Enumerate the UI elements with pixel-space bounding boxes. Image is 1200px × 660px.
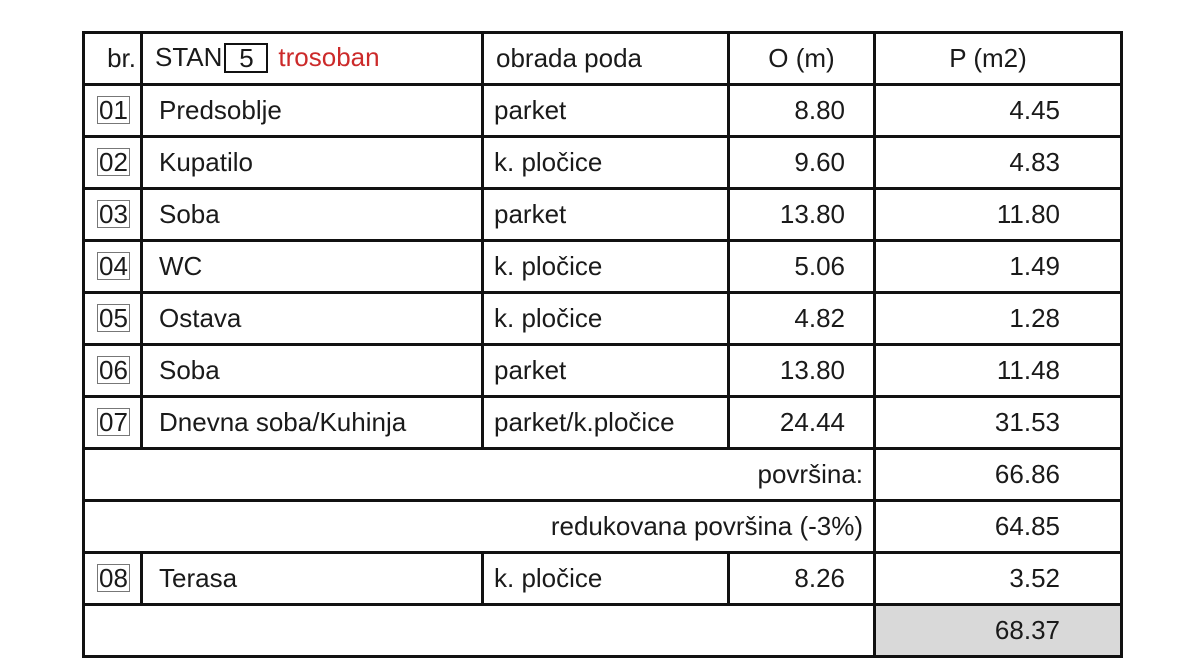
reduced-area-label: redukovana površina (-3%) [84,501,875,553]
room-number-box: 03 [99,199,128,229]
room-floor: k. pločice [483,293,729,345]
room-number [84,189,142,241]
column-header-area: P (m2) [875,33,1122,85]
table-row [84,241,1122,293]
room-name: Ostava [142,293,483,345]
area-summary-row [84,449,1122,501]
room-number-box: 06 [99,355,128,385]
table-header-row [84,33,1122,85]
reduced-area-row [84,501,1122,553]
room-perimeter: 13.80 [729,345,875,397]
apartment-heading [142,33,483,85]
room-number [84,553,142,605]
room-perimeter: 24.44 [729,397,875,449]
room-area: 1.28 [875,293,1122,345]
room-area: 1.49 [875,241,1122,293]
total-label-cell [84,605,875,657]
apartment-number-box: 5 [224,43,268,73]
room-name: Dnevna soba/Kuhinja [142,397,483,449]
room-name: Predsoblje [142,85,483,137]
room-number-box: 05 [99,303,128,333]
room-floor: parket [483,189,729,241]
room-number [84,137,142,189]
room-name: WC [142,241,483,293]
room-area: 31.53 [875,397,1122,449]
room-floor: k. pločice [483,553,729,605]
room-number-box: 02 [99,147,128,177]
rooms-table [82,31,1123,658]
room-name: Soba [142,345,483,397]
column-header-perimeter: O (m) [729,33,875,85]
table-row [84,397,1122,449]
room-perimeter: 13.80 [729,189,875,241]
room-number [84,397,142,449]
room-area: 4.45 [875,85,1122,137]
room-floor: k. pločice [483,137,729,189]
room-number [84,85,142,137]
apartment-type: trosoban [278,42,380,73]
table-row [84,137,1122,189]
total-row [84,605,1122,657]
apartment-area-table [82,31,1120,645]
room-perimeter: 8.26 [729,553,875,605]
reduced-area-value: 64.85 [875,501,1122,553]
room-name: Terasa [142,553,483,605]
area-value: 66.86 [875,449,1122,501]
room-floor: k. pločice [483,241,729,293]
room-name: Kupatilo [142,137,483,189]
room-number-box: 01 [99,95,128,125]
room-perimeter: 4.82 [729,293,875,345]
table-row [84,189,1122,241]
total-area-value: 68.37 [875,605,1122,657]
room-area: 11.48 [875,345,1122,397]
room-name: Soba [142,189,483,241]
room-floor: parket/k.pločice [483,397,729,449]
room-number-box: 07 [99,407,128,437]
room-perimeter: 5.06 [729,241,875,293]
room-number [84,241,142,293]
room-area: 4.83 [875,137,1122,189]
room-number-box: 08 [99,563,128,593]
table-row [84,85,1122,137]
room-area: 11.80 [875,189,1122,241]
column-header-number: br. [84,33,142,85]
apartment-label: STAN [155,42,223,73]
area-label: površina: [84,449,875,501]
table-row [84,293,1122,345]
room-number [84,293,142,345]
table-row [84,345,1122,397]
room-number [84,345,142,397]
table-row [84,553,1122,605]
room-floor: parket [483,345,729,397]
column-header-floor: obrada poda [483,33,729,85]
room-perimeter: 8.80 [729,85,875,137]
room-floor: parket [483,85,729,137]
room-number-box: 04 [99,251,128,281]
room-area: 3.52 [875,553,1122,605]
room-perimeter: 9.60 [729,137,875,189]
